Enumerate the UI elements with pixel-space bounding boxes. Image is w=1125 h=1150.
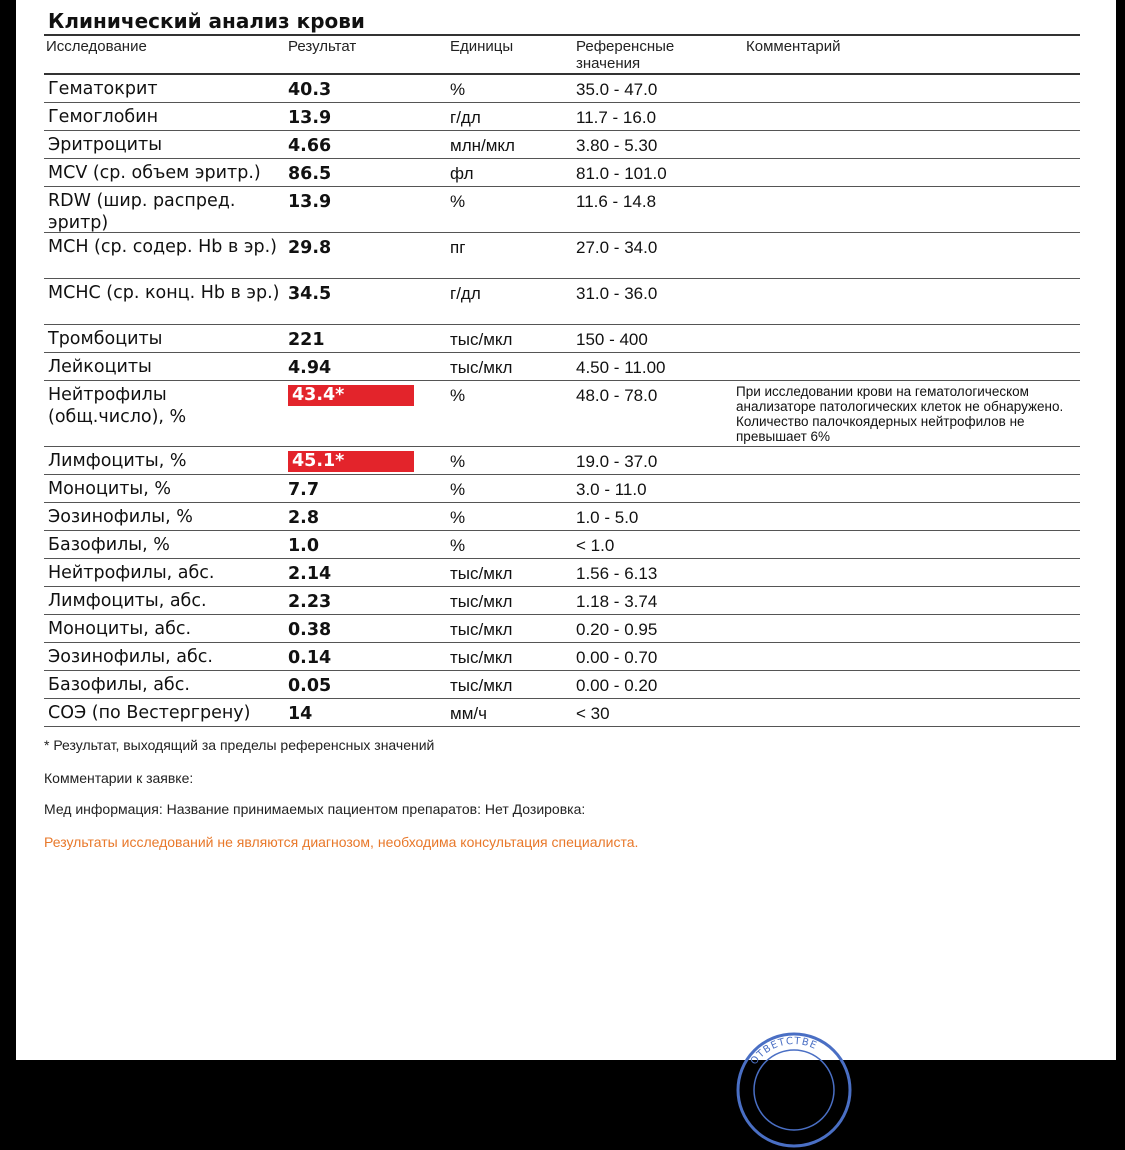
- units: %: [450, 508, 466, 527]
- header-result: Результат: [288, 38, 357, 55]
- reference-range: 35.0 - 47.0: [576, 80, 658, 99]
- reference-range: 81.0 - 101.0: [576, 164, 667, 183]
- result-value: 4.94: [288, 358, 332, 378]
- test-name: Эозинофилы, %: [48, 507, 193, 527]
- table-row: [44, 447, 1080, 475]
- table-row: [44, 559, 1080, 587]
- units: тыс/мкл: [450, 620, 513, 639]
- units: г/дл: [450, 284, 481, 303]
- test-name: Гемоглобин: [48, 107, 159, 127]
- result-value: 0.38: [288, 620, 332, 640]
- header-units: Единицы: [450, 38, 514, 55]
- units: тыс/мкл: [450, 676, 513, 695]
- units: тыс/мкл: [450, 330, 513, 349]
- units: пг: [450, 238, 466, 257]
- disclaimer: Результаты исследований не являются диагнозом, необходима консультация специалиста.: [44, 834, 639, 850]
- header-comment: Комментарий: [746, 38, 841, 55]
- units: %: [450, 480, 466, 499]
- reference-range: 1.0 - 5.0: [576, 508, 639, 527]
- report-page: [16, 0, 1116, 1068]
- reference-range: 1.56 - 6.13: [576, 564, 658, 583]
- result-value: 13.9: [288, 192, 332, 212]
- stamp-text: ОТВЕТСТВЕ: [748, 1035, 819, 1068]
- result-value: 7.7: [288, 480, 320, 500]
- test-name: СОЭ (по Вестергрену): [48, 703, 251, 723]
- table-row: [44, 103, 1080, 131]
- order-comments: Комментарии к заявке:: [44, 770, 194, 786]
- reference-range: 0.20 - 0.95: [576, 620, 658, 639]
- result-value: 2.8: [288, 508, 320, 528]
- table-row: [44, 643, 1080, 671]
- units: тыс/мкл: [450, 564, 513, 583]
- table-row: [44, 699, 1080, 727]
- header-reference-line1: Референсные: [576, 38, 675, 55]
- reference-range: 3.0 - 11.0: [576, 480, 647, 499]
- reference-range: 19.0 - 37.0: [576, 452, 658, 471]
- test-name: Нейтрофилы, абс.: [48, 563, 215, 583]
- units: г/дл: [450, 108, 481, 127]
- result-value-flagged: 45.1*: [288, 451, 414, 472]
- table-row: [44, 671, 1080, 699]
- report-title: Клинический анализ крови: [48, 9, 365, 33]
- units: %: [450, 452, 466, 471]
- reference-range: 1.18 - 3.74: [576, 592, 658, 611]
- reference-range: 4.50 - 11.00: [576, 358, 666, 377]
- reference-range: 3.80 - 5.30: [576, 136, 658, 155]
- table-row: [44, 233, 1080, 279]
- units: тыс/мкл: [450, 592, 513, 611]
- result-value: 4.66: [288, 136, 332, 156]
- test-name: Тромбоциты: [48, 329, 163, 349]
- test-name: Гематокрит: [48, 79, 158, 99]
- table-row: [44, 279, 1080, 325]
- header-reference-line2: значения: [576, 55, 641, 72]
- test-name: Эритроциты: [48, 135, 163, 155]
- result-value: 14: [288, 704, 313, 724]
- result-value: 0.14: [288, 648, 332, 668]
- test-name: Лейкоциты: [48, 357, 152, 377]
- reference-range: < 1.0: [576, 536, 615, 555]
- results-table: [44, 34, 1080, 727]
- test-name: Эозинофилы, абс.: [48, 647, 213, 667]
- table-row: [44, 159, 1080, 187]
- result-value: 2.14: [288, 564, 332, 584]
- test-name: Лимфоциты, абс.: [48, 591, 207, 611]
- test-name: Моноциты, %: [48, 479, 172, 499]
- test-name: Базофилы, абс.: [48, 675, 190, 695]
- result-value: 29.8: [288, 238, 332, 258]
- table-row: [44, 353, 1080, 381]
- med-info: Мед информация: Название принимаемых пациентом препаратов: Нет Дозировка:: [44, 801, 586, 817]
- reference-range: 11.7 - 16.0: [576, 108, 657, 127]
- result-value: 221: [288, 330, 325, 350]
- result-value: 1.0: [288, 536, 320, 556]
- table-body: [44, 75, 1080, 727]
- units: %: [450, 536, 466, 555]
- reference-range: 11.6 - 14.8: [576, 192, 657, 211]
- result-value-flagged: 43.4*: [288, 385, 414, 406]
- table-row: [44, 325, 1080, 353]
- table-row: [44, 381, 1080, 447]
- table-row: [44, 615, 1080, 643]
- table-header: [44, 34, 1080, 75]
- test-name: Базофилы, %: [48, 535, 170, 555]
- test-name: RDW (шир. распред. эритр): [48, 191, 236, 233]
- comment-text: При исследовании крови на гематологическом анализаторе патологических клеток не обнаружено. Количество палочкоядерных нейтрофилов не превышает 6%: [736, 384, 1064, 444]
- reference-range: < 30: [576, 704, 610, 723]
- units: тыс/мкл: [450, 648, 513, 667]
- reference-range: 48.0 - 78.0: [576, 386, 658, 405]
- result-value: 2.23: [288, 592, 332, 612]
- reference-range: 0.00 - 0.70: [576, 648, 658, 667]
- test-name: Моноциты, абс.: [48, 619, 192, 639]
- stamp-seal: [734, 1030, 854, 1150]
- units: млн/мкл: [450, 136, 515, 155]
- test-name: Нейтрофилы (общ.число), %: [48, 385, 187, 427]
- test-name: MCH (ср. содер. Hb в эр.): [48, 237, 277, 257]
- footnote: * Результат, выходящий за пределы референсных значений: [44, 737, 435, 753]
- units: %: [450, 386, 466, 405]
- units: мм/ч: [450, 704, 487, 723]
- table-row: [44, 187, 1080, 233]
- reference-range: 0.00 - 0.20: [576, 676, 658, 695]
- reference-range: 27.0 - 34.0: [576, 238, 658, 257]
- table-row: [44, 503, 1080, 531]
- units: %: [450, 192, 466, 211]
- units: фл: [450, 164, 474, 183]
- units: тыс/мкл: [450, 358, 513, 377]
- result-value: 86.5: [288, 164, 332, 184]
- test-name: MCHC (ср. конц. Hb в эр.): [48, 283, 280, 303]
- table-row: [44, 587, 1080, 615]
- table-row: [44, 75, 1080, 103]
- reference-range: 31.0 - 36.0: [576, 284, 658, 303]
- header-reference: [576, 38, 674, 72]
- test-name: Лимфоциты, %: [48, 451, 187, 471]
- table-row: [44, 131, 1080, 159]
- header-name: Исследование: [46, 38, 147, 55]
- table-row: [44, 475, 1080, 503]
- result-value: 0.05: [288, 676, 332, 696]
- result-value: 34.5: [288, 284, 332, 304]
- test-name: MCV (ср. объем эритр.): [48, 163, 261, 183]
- result-value: 40.3: [288, 80, 332, 100]
- result-value: 13.9: [288, 108, 332, 128]
- reference-range: 150 - 400: [576, 330, 648, 349]
- units: %: [450, 80, 466, 99]
- table-row: [44, 531, 1080, 559]
